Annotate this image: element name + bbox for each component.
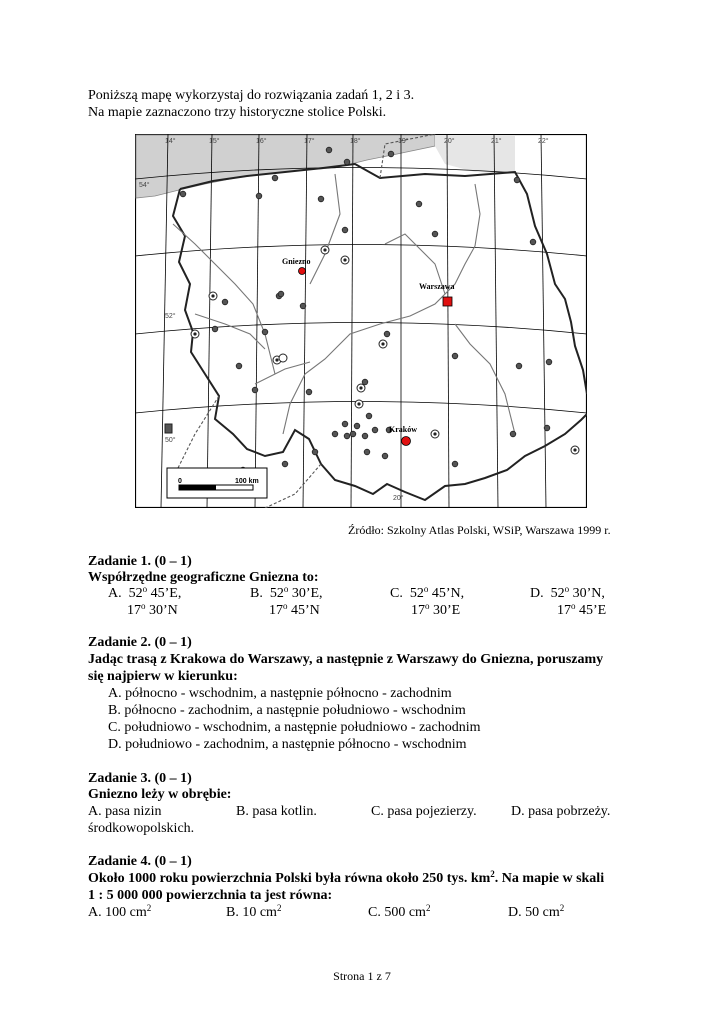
lon-label: 17° — [304, 138, 315, 145]
task2-question-line-2: się najpierw w kierunku: — [88, 669, 238, 684]
task3-option-b: B. pasa kotlin. — [236, 804, 317, 819]
task4-option-c: C. 500 $cm^2$ — [368, 903, 431, 920]
task1-option-b: B. 52$^o$ 30’E, 17$^o$ 45’N — [250, 584, 323, 618]
poland-map — [135, 134, 587, 508]
task4-question-line-2: 1 : 5 000 000 powierzchnia ta jest równa: — [88, 888, 333, 903]
intro-line-2: Na mapie zaznaczono trzy historyczne stolice Polski. — [88, 105, 387, 120]
task1-option-d: D. 52$^o$ 30’N, 17$^o$ 45’E — [530, 584, 607, 618]
scale-bar — [167, 468, 267, 498]
gniezno-label: Gniezno — [282, 257, 311, 266]
lon-label: 15° — [209, 138, 220, 145]
task1-question: Współrzędne geograficzne Gniezna to: — [88, 570, 319, 585]
task4-option-d: D. 50 $cm^2$ — [508, 903, 565, 920]
lat-label: 50° — [165, 437, 176, 444]
map-source: Źródło: Szkolny Atlas Polski, WSiP, Warszawa 1999 r. — [348, 523, 611, 537]
border-marker — [165, 424, 172, 433]
task4-option-b: B. 10 $cm^2$ — [226, 903, 282, 920]
lon-label: 14° — [165, 138, 176, 145]
task2-option-c: C. południowo - wschodnim, a następnie południowo - zachodnim — [108, 720, 481, 735]
task1-option-a: A. 52$^o$ 45’E, 17$^o$ 30’N — [108, 584, 182, 618]
task1-option-c: C. 52$^o$ 45’N, 17$^o$ 30’E — [390, 584, 465, 618]
lat-label: 54° — [139, 182, 150, 189]
task3-option-a: A. pasa nizin środkowopolskich. — [88, 804, 195, 836]
lon-label: 19° — [398, 138, 409, 145]
krakow-marker — [402, 437, 411, 446]
krakow-label: Kraków — [389, 425, 417, 434]
task2-option-a: A. północno - wschodnim, a następnie północno - zachodnim — [108, 686, 452, 701]
task4-question-line-1: Około 1000 roku powierzchnia Polski była równa około 250 tys. $km^2$. Na mapie w skali — [88, 869, 605, 886]
task4-title: Zadanie 4. (0 – 1) — [88, 854, 192, 869]
task3-question: Gniezno leży w obrębie: — [88, 787, 232, 802]
scale-start: 0 — [178, 478, 182, 485]
gniezno-marker — [299, 268, 306, 275]
task3-title: Zadanie 3. (0 – 1) — [88, 771, 192, 786]
task2-option-d: D. południowo - zachodnim, a następnie północno - wschodnim — [108, 737, 467, 752]
lat-label: 52° — [165, 313, 176, 320]
scale-end: 100 km — [235, 478, 259, 485]
warszawa-label: Warszawa — [419, 282, 455, 291]
task4-option-a: A. 100 $cm^2$ — [88, 903, 152, 920]
lon-label: 16° — [256, 138, 267, 145]
task3-option-c: C. pasa pojezierzy. — [371, 804, 477, 819]
task2-title: Zadanie 2. (0 – 1) — [88, 635, 192, 650]
task2-option-b: B. północno - zachodnim, a następnie południowo - wschodnim — [108, 703, 466, 718]
task1-title: Zadanie 1. (0 – 1) — [88, 554, 192, 569]
page-number: Strona 1 z 7 — [333, 969, 391, 983]
intro-text — [88, 87, 414, 121]
lon-label: 21° — [491, 138, 502, 145]
task3-option-d: D. pasa pobrzeży. — [511, 804, 611, 819]
lon-label: 20° — [444, 138, 455, 145]
intro-line-1: Poniższą mapę wykorzystaj do rozwiązania zadań 1, 2 i 3. — [88, 88, 415, 103]
task2-question-line-1: Jadąc trasą z Krakowa do Warszawy, a następnie z Warszawy do Gniezna, poruszamy — [88, 652, 604, 667]
lon-label: 18° — [350, 138, 361, 145]
warszawa-marker — [443, 297, 452, 306]
map-figure — [135, 134, 587, 508]
lon-label: 20° — [393, 495, 404, 502]
lon-label: 22° — [538, 138, 549, 145]
